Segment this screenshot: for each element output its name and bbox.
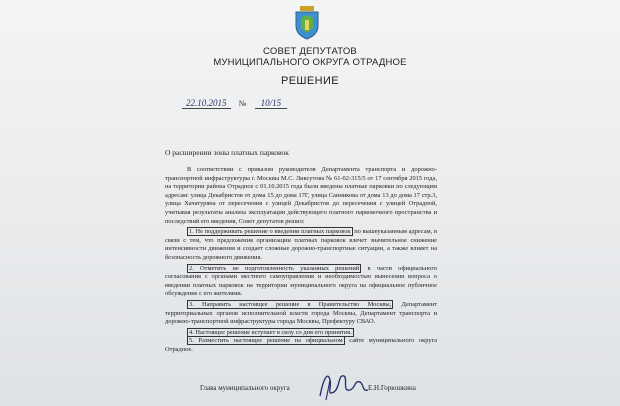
- decision-item-5-text: сайте муниципального округа Отрадное.: [165, 337, 437, 353]
- preamble-paragraph: В соответствии с приказом руководителя Департамента транспорта и дорожно-транспортной инфраструктуры г. Москвы М.С. Ликсутова № 61-02-315/5 от 17 сентября 2015 года, на территории района Отрадное с 01.10.2015 года были введены платные парковки по следующим адресам: улица Декабристов от дома 15 до дома 17Г, улица Санникова от дома 13 до дома 17 стр.3, улица Хачатуряна от пересечения с улицей Декабристов до пересечения с улицей Отрадной, учитывая результаты анализа эксплуатации действующего платного парковочного пространства и последствий его введения, Совет депутатов решил:: [165, 166, 437, 225]
- dateline: [182, 98, 287, 108]
- council-name-line1: СОВЕТ ДЕПУТАТОВ: [263, 46, 357, 57]
- council-name-line2: МУНИЦИПАЛЬНОГО ОКРУГА ОТРАДНОЕ: [213, 57, 407, 68]
- decision-item-3-highlight: 3. Направить настоящее решение в Правительство Москвы,: [189, 300, 392, 308]
- decision-date: 22.10.2015: [182, 98, 231, 109]
- decision-item-5: [165, 337, 437, 354]
- signatory-position: Глава муниципального округа: [200, 384, 290, 392]
- decision-item-2: [165, 265, 437, 299]
- document-body: [165, 166, 437, 354]
- decision-item-1: [165, 228, 437, 262]
- decision-item-3: [165, 301, 437, 327]
- decision-item-5-highlight: 5. Разместить настоящее решение на официальном: [189, 337, 343, 345]
- signatory-name: Е.Н.Горюшкина: [368, 384, 416, 392]
- decision-item-3-text: Департамент территориальных органов исполнительной власти города Москвы, Департамент транспорта и дорожно-транспортной инфраструктуры города Москвы, Префектуру СВАО.: [165, 300, 437, 326]
- decision-item-1-text: по вышеуказанным адресам, в связи с тем, что предложения организации платных парковок влечет значительное снижение интенсивности движения и создает сложные дорожно-транспортные ситуации, а также влияет на безопасность дорожного движения.: [165, 228, 437, 261]
- decision-item-2-highlight: 2. Отметить не подготовленность указанных решений: [189, 264, 360, 272]
- document-subject: О расширении зоны платных парковок: [165, 148, 289, 157]
- decision-item-1-highlight: 1. Не поддерживать решение о введении платных парковок: [189, 228, 351, 236]
- number-prefix: №: [238, 99, 247, 108]
- coat-of-arms-icon: [294, 6, 320, 40]
- handwritten-signature: [312, 366, 372, 402]
- decision-item-4-highlight: 4. Настоящее решение вступает в силу со дня его принятия.: [189, 328, 352, 336]
- decision-item-2-text: в части официального согласования с органами местного самоуправления и необходимостью вынесения вопроса о введении платных парковок на территории муниципального округа на официальное публичное обсуждение с его жителями.: [165, 264, 437, 298]
- document-title: РЕШЕНИЕ: [280, 75, 340, 87]
- decision-number: 10/15: [255, 98, 288, 109]
